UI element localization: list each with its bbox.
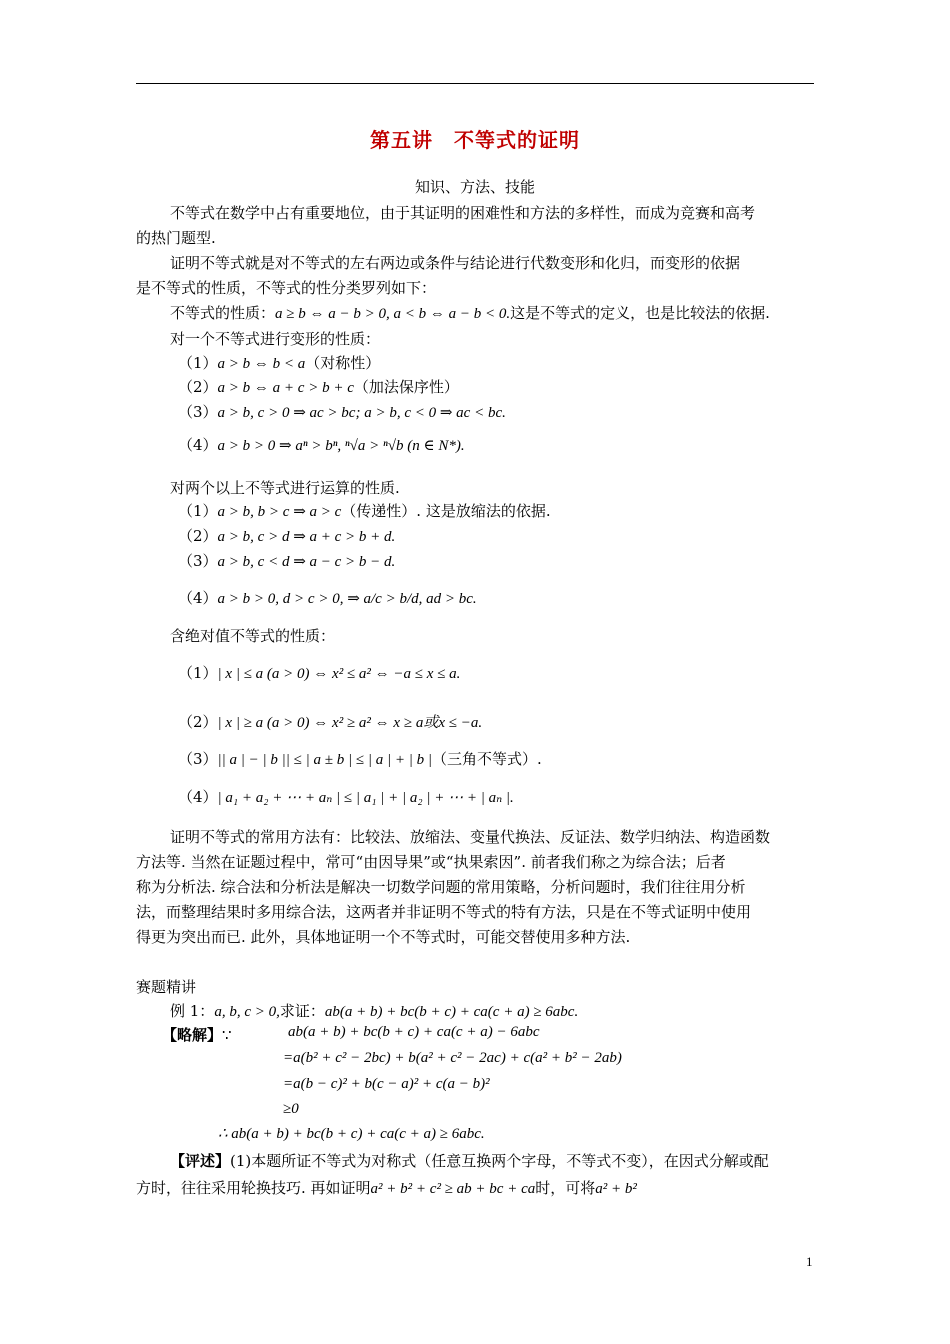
transform-item-1 <box>178 352 380 373</box>
item-formula: || a | − | b || ≤ | a ± b | ≤ | a | + | b | <box>217 752 432 768</box>
property-definition <box>170 302 770 323</box>
operations-heading: 对两个以上不等式进行运算的性质. <box>170 479 400 497</box>
transform-item-3 <box>178 401 506 422</box>
comment-formula: a² + b² + c² ≥ ab + bc + ca <box>370 1181 536 1197</box>
item-number: （4） <box>178 436 218 454</box>
section-heading: 赛题精讲 <box>136 978 197 996</box>
example-1 <box>170 1000 578 1021</box>
intro-line-2: 的热门题型. <box>136 229 216 247</box>
item-formula: a > b, c > d ⇒ a + c > b + d. <box>217 529 396 545</box>
transform-item-4 <box>178 434 465 455</box>
absolute-item-4 <box>178 786 514 807</box>
operations-item-3 <box>178 550 395 571</box>
solution-step-2: =a(b² + c² − 2bc) + b(a² + c² − 2ac) + c(a² + b² − 2ab) <box>283 1050 622 1066</box>
property-definition-label: 不等式的性质： <box>170 304 276 322</box>
item-formula: a > b, c < d ⇒ a − c > b − d. <box>217 554 396 570</box>
comment-label: 【评述】 <box>170 1152 231 1170</box>
absolute-heading: 含绝对值不等式的性质： <box>170 627 336 645</box>
property-definition-formula: a ≥ b ⇔ a − b > 0, a < b ⇔ a − b < 0. <box>275 306 511 322</box>
solution-step-4: ≥0 <box>283 1101 299 1117</box>
header-rule <box>136 83 814 84</box>
item-number: （3） <box>178 552 218 570</box>
operations-item-4 <box>178 587 477 608</box>
item-note: （对称性） <box>305 354 381 372</box>
subtitle: 知识、方法、技能 <box>414 178 535 196</box>
property-definition-text: 这是不等式的定义，也是比较法的依据. <box>510 304 770 322</box>
page-title: 第五讲 不等式的证明 <box>370 128 580 152</box>
methods-line-3: 称为分析法. 综合法和分析法是解决一切数学问题的常用策略，分析问题时，我们往往用分析 <box>136 878 746 896</box>
absolute-item-3 <box>178 748 542 769</box>
item-number: （1） <box>178 502 218 520</box>
item-number: （1） <box>178 354 218 372</box>
methods-line-5: 得更为突出而已. 此外，具体地证明一个不等式时，可能交替使用多种方法. <box>136 928 631 946</box>
item-note: （传递性）. 这是放缩法的依据. <box>341 502 551 520</box>
item-formula: | x | ≥ a (a > 0) ⇔ x² ≥ a² ⇔ x ≥ a或x ≤ −a. <box>217 715 483 731</box>
operations-item-1 <box>178 500 551 521</box>
transform-item-2 <box>178 376 459 397</box>
example-label: 例 1： <box>170 1002 215 1020</box>
item-number: （2） <box>178 378 218 396</box>
item-number: （3） <box>178 403 218 421</box>
solution-label-line <box>162 1024 232 1045</box>
comment-text: (1)本题所证不等式为对称式（任意互换两个字母，不等式不变），在因式分解或配 <box>230 1152 769 1170</box>
item-formula: a > b ⇔ a + c > b + c <box>217 380 354 396</box>
item-number: （3） <box>178 750 218 768</box>
absolute-item-2 <box>178 711 482 732</box>
comment-line-2 <box>136 1177 637 1198</box>
solution-label: 【略解】 <box>162 1026 223 1044</box>
intro-line-3: 证明不等式就是对不等式的左右两边或条件与结论进行代数变形和化归，而变形的依据 <box>170 254 741 272</box>
comment-line-1 <box>170 1150 769 1171</box>
item-number: （4） <box>178 788 218 806</box>
because-symbol: ∵ <box>222 1026 232 1044</box>
item-formula: a > b ⇔ b < a <box>217 356 306 372</box>
item-number: （2） <box>178 527 218 545</box>
item-note: （三角不等式）. <box>431 750 542 768</box>
item-note: （加法保序性） <box>353 378 459 396</box>
solution-step-3: =a(b − c)² + b(c − a)² + c(a − b)² <box>283 1076 490 1092</box>
item-formula: | a₁ + a₂ + ⋯ + aₙ | ≤ | a₁ | + | a₂ | + ⋯ + | aₙ |. <box>217 790 514 806</box>
comment-formula: a² + b² <box>595 1181 637 1197</box>
operations-item-2 <box>178 525 395 546</box>
item-formula: a > b, c > 0 ⇒ ac > bc; a > b, c < 0 ⇒ ac < bc. <box>217 405 506 421</box>
solution-conclusion: ∴ ab(a + b) + bc(b + c) + ca(c + a) ≥ 6abc. <box>218 1126 485 1142</box>
intro-line-4: 是不等式的性质，不等式的性分类罗列如下： <box>136 279 437 297</box>
absolute-item-1 <box>178 662 460 683</box>
transform-heading: 对一个不等式进行变形的性质： <box>170 330 381 348</box>
intro-line-1: 不等式在数学中占有重要地位，由于其证明的困难性和方法的多样性，而成为竞赛和高考 <box>170 204 756 222</box>
item-number: （4） <box>178 589 218 607</box>
page-number: 1 <box>806 1254 813 1269</box>
example-prove-label: 求证： <box>279 1002 325 1020</box>
item-formula: a > b, b > c ⇒ a > c <box>217 504 342 520</box>
comment-text: 时，可将 <box>535 1179 596 1197</box>
methods-line-1: 证明不等式的常用方法有：比较法、放缩法、变量代换法、反证法、数学归纳法、构造函数 <box>170 828 771 846</box>
item-number: （1） <box>178 664 218 682</box>
example-goal: ab(a + b) + bc(b + c) + ca(c + a) ≥ 6abc. <box>324 1004 579 1020</box>
item-formula: a > b > 0 ⇒ aⁿ > bⁿ, ⁿ√a > ⁿ√b (n ∈ N*). <box>217 438 465 454</box>
solution-step-1: ab(a + b) + bc(b + c) + ca(c + a) − 6abc <box>288 1024 540 1040</box>
item-number: （2） <box>178 713 218 731</box>
methods-line-2: 方法等. 当然在证题过程中，常可“由因导果”或“执果索因”. 前者我们称之为综合法；后者 <box>136 853 726 871</box>
comment-text: 方时，往往采用轮换技巧. 再如证明 <box>136 1179 371 1197</box>
example-given: a, b, c > 0, <box>214 1004 280 1020</box>
methods-line-4: 法，而整理结果时多用综合法，这两者并非证明不等式的特有方法，只是在不等式证明中使用 <box>136 903 752 921</box>
item-formula: a > b > 0, d > c > 0, ⇒ a/c > b/d, ad > bc. <box>217 591 477 607</box>
item-formula: | x | ≤ a (a > 0) ⇔ x² ≤ a² ⇔ −a ≤ x ≤ a. <box>217 666 461 682</box>
